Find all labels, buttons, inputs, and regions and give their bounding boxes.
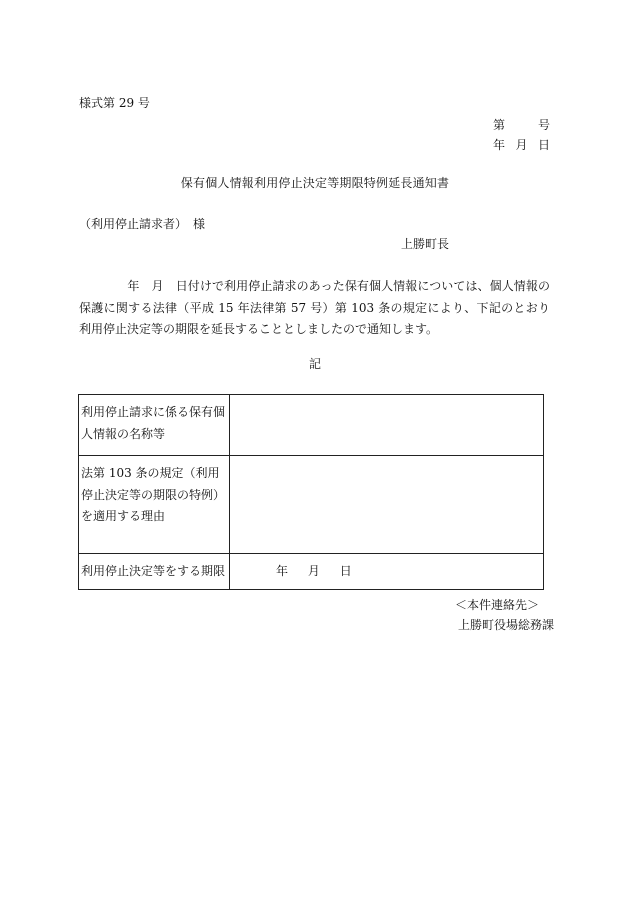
sender: 上勝町長 xyxy=(401,237,450,251)
table-row xyxy=(79,395,544,456)
number-prefix: 第 xyxy=(493,118,506,132)
row-label-info-name: 利用停止請求に係る保有個人情報の名称等 xyxy=(79,395,230,456)
row-value-info-name xyxy=(230,395,544,456)
details-table xyxy=(78,394,544,590)
deadline-day: 日 xyxy=(339,563,352,578)
date-month: 月 xyxy=(515,138,528,152)
ki-heading: 記 xyxy=(308,357,321,371)
table-row xyxy=(79,554,544,590)
body-text: 年 月 日付けで利用停止請求のあった保有個人情報については、個人情報の保護に関する法律（平成 15 年法律第 57 号）第 103 条の規定により、下記のとおり利用停止決定等の期限を延長することとしましたので通知します。 xyxy=(79,279,550,336)
document-number-line xyxy=(493,119,550,131)
contact-value: 上勝町役場総務課 xyxy=(458,618,555,632)
number-suffix: 号 xyxy=(537,118,550,132)
table-row xyxy=(79,456,544,554)
row-value-deadline xyxy=(230,554,544,590)
date-day: 日 xyxy=(537,138,550,152)
deadline-year: 年 xyxy=(276,563,289,578)
deadline-month: 月 xyxy=(307,563,320,578)
row-label-deadline: 利用停止決定等をする期限 xyxy=(79,554,230,590)
row-value-reason xyxy=(230,456,544,554)
form-number: 様式第 29 号 xyxy=(79,96,150,110)
date-year: 年 xyxy=(493,138,506,152)
contact-label: ＜本件連絡先＞ xyxy=(455,598,540,612)
row-label-reason: 法第 103 条の規定（利用停止決定等の期限の特例）を適用する理由 xyxy=(79,456,230,554)
document-title: 保有個人情報利用停止決定等期限特例延長通知書 xyxy=(180,176,450,190)
recipient: （利用停止請求者） 様 xyxy=(79,217,206,231)
issue-date-line xyxy=(493,139,550,151)
